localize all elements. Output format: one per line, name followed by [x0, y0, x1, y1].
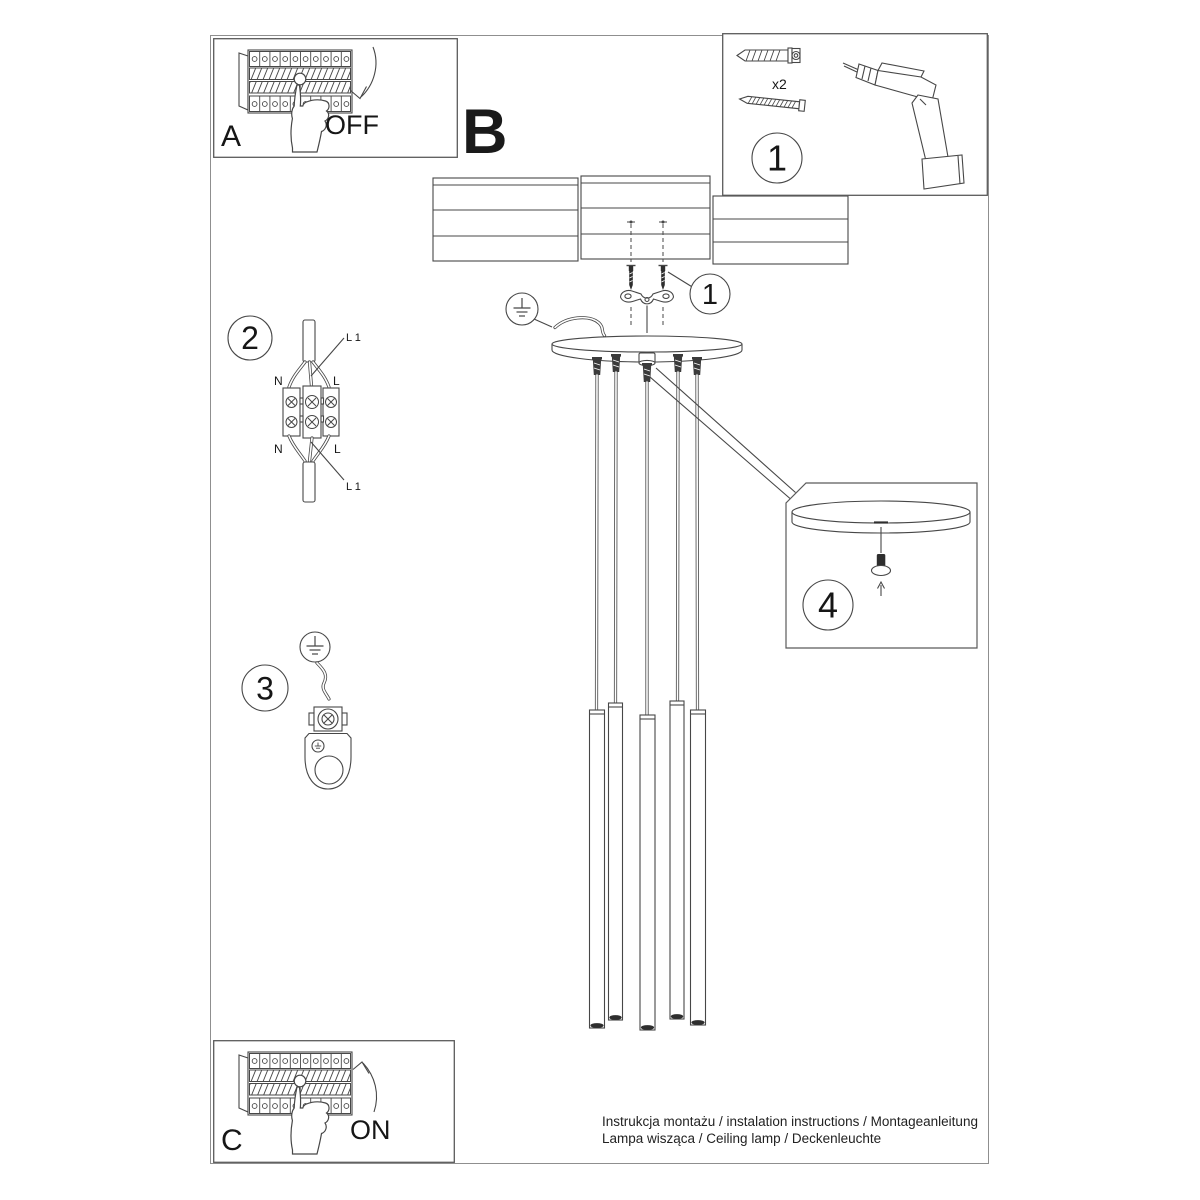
- off-label: OFF: [325, 110, 379, 140]
- wall-plug-icon: [737, 48, 800, 63]
- mounting-bracket-icon: [621, 291, 674, 333]
- ground-wire: [317, 663, 329, 699]
- n-upper-label: N: [274, 374, 283, 388]
- canopy-icon: [552, 336, 742, 366]
- l-upper-label: L: [333, 374, 340, 388]
- mains-cable: [303, 320, 315, 362]
- step2-number: 2: [241, 320, 259, 356]
- step-b-label: B: [462, 97, 509, 167]
- pendant-tube-icon: [590, 701, 706, 1030]
- mounting-plate-icon: [305, 734, 351, 790]
- anchor-qty-label: x2: [772, 76, 787, 92]
- l1-bottom-label: L 1: [346, 481, 361, 493]
- step1-number: 1: [766, 137, 788, 179]
- step1-tools-box: [722, 33, 988, 196]
- step-a-box: [213, 38, 458, 158]
- on-label: ON: [350, 1115, 391, 1145]
- l-lower-label: L: [334, 442, 341, 456]
- ground-terminal-icon: [309, 707, 347, 731]
- wires-upper: [289, 362, 329, 387]
- terminal-block-icon: [283, 386, 339, 438]
- footer-title-line: Instrukcja montażu / instalation instructions / Montageanleitung: [602, 1114, 978, 1129]
- step4-detail-box: [786, 483, 977, 648]
- n-lower-label: N: [274, 442, 283, 456]
- footer-product-line: Lampa wisząca / Ceiling lamp / Deckenleuchte: [602, 1131, 882, 1146]
- lamp-cable: [303, 462, 315, 502]
- l1-top-label: L 1: [346, 332, 361, 344]
- earth-ground-icon: [300, 632, 330, 662]
- step-c-box: [213, 1040, 455, 1163]
- earth-ground-icon: [506, 293, 605, 336]
- wires-lower: [289, 436, 329, 461]
- step1-callout-number: 1: [701, 279, 719, 311]
- step2-wiring-diagram: [225, 310, 375, 510]
- step-c-letter: C: [221, 1124, 243, 1157]
- step3-number: 3: [256, 670, 274, 707]
- l1-top-leader: [311, 338, 344, 376]
- step4-number: 4: [817, 584, 839, 626]
- pendant-cables: [597, 372, 698, 717]
- step3-grounding-diagram: [235, 625, 365, 800]
- step1-callout: [668, 272, 730, 314]
- step-a-letter: A: [221, 120, 242, 153]
- lamp-assembly-diagram: [420, 160, 990, 1040]
- step4-leader: [650, 377, 790, 499]
